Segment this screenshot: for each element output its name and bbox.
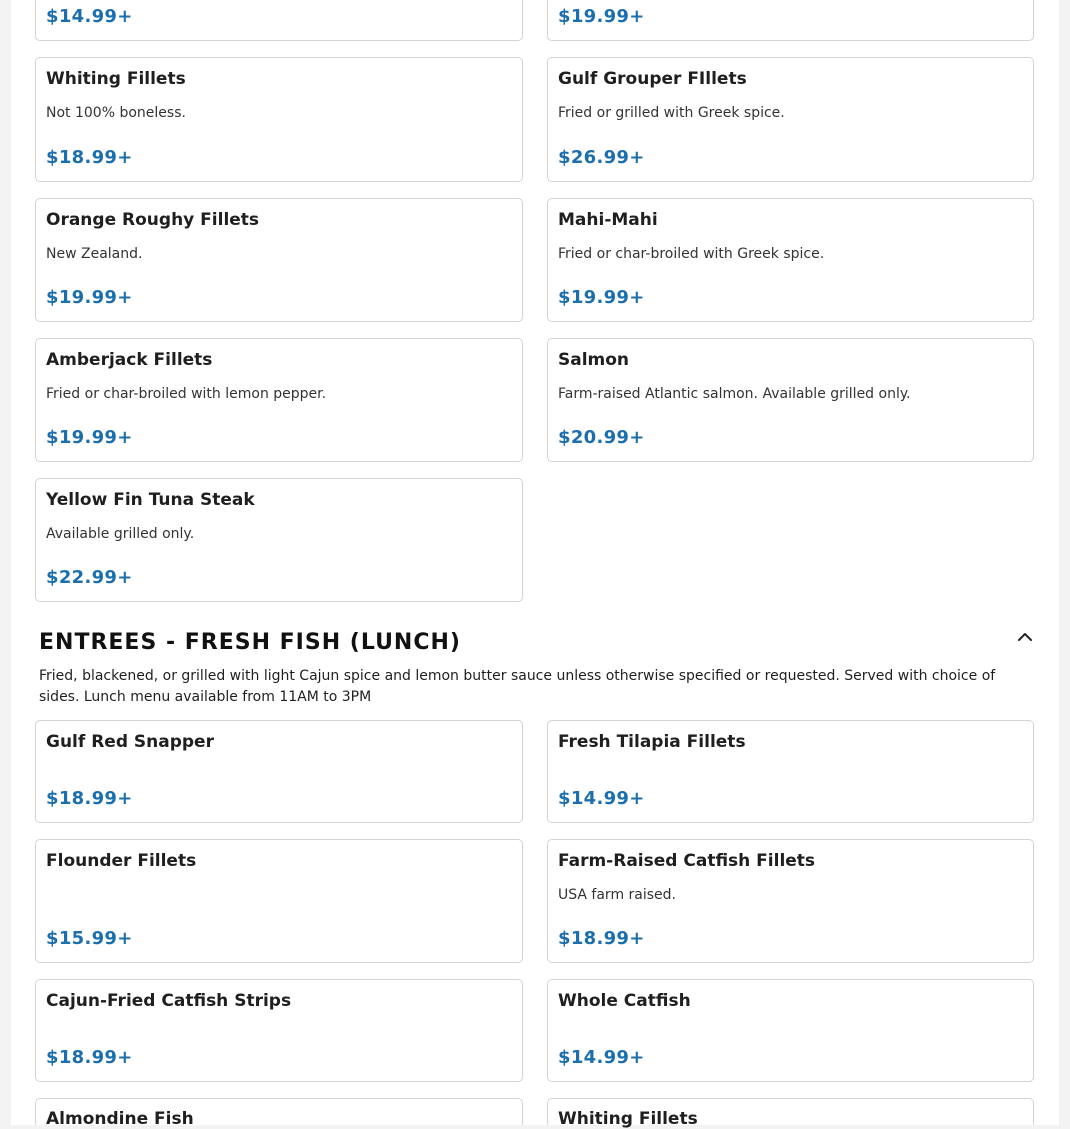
- item-price: $18.99+: [46, 788, 133, 809]
- menu-item-card[interactable]: [547, 57, 1034, 182]
- item-price: $18.99+: [46, 1047, 133, 1068]
- section-title: ENTREES - FRESH FISH (LUNCH): [39, 630, 461, 655]
- item-description: Farm-raised Atlantic salmon. Available grilled only.: [558, 386, 911, 402]
- item-name: Gulf Grouper FIllets: [558, 69, 747, 89]
- item-name: Mahi-Mahi: [558, 210, 658, 230]
- item-name: Amberjack Fillets: [46, 350, 213, 370]
- item-name: Flounder Fillets: [46, 851, 197, 871]
- item-price: $19.99+: [558, 287, 645, 308]
- menu-item-card[interactable]: [547, 720, 1034, 823]
- menu-item-card[interactable]: [547, 1098, 1034, 1129]
- item-description: Fried or char-broiled with lemon pepper.: [46, 386, 327, 402]
- item-name: Whiting Fillets: [46, 69, 186, 89]
- menu-item-card[interactable]: [35, 1098, 523, 1129]
- item-description: Available grilled only.: [46, 526, 195, 542]
- menu-item-card[interactable]: [547, 198, 1034, 322]
- collapse-section-button[interactable]: [1015, 627, 1035, 647]
- item-name: Farm-Raised Catfish Fillets: [558, 851, 816, 871]
- item-price: $26.99+: [558, 147, 645, 168]
- item-price: $22.99+: [46, 567, 133, 588]
- menu-item-card[interactable]: [35, 0, 523, 41]
- menu-item-card[interactable]: [547, 0, 1034, 41]
- item-name: Salmon: [558, 350, 630, 370]
- menu-item-card[interactable]: [35, 979, 523, 1082]
- item-price: $18.99+: [558, 928, 645, 949]
- section-description: Fried, blackened, or grilled with light Cajun spice and lemon butter sauce unless otherwise specified or requested. Served with choice of sides. Lunch menu available from 11AM to 3PM: [39, 668, 996, 705]
- item-price: $14.99+: [46, 6, 133, 27]
- menu-item-card[interactable]: [547, 839, 1034, 963]
- item-price: $14.99+: [558, 788, 645, 809]
- chevron-up-icon: [1015, 627, 1035, 647]
- menu-item-card[interactable]: [35, 839, 523, 963]
- item-price: $14.99+: [558, 1047, 645, 1068]
- menu-item-card[interactable]: [35, 57, 523, 182]
- item-name: Cajun-Fried Catfish Strips: [46, 991, 292, 1011]
- menu-item-card[interactable]: [547, 979, 1034, 1082]
- item-name: Whole Catfish: [558, 991, 691, 1011]
- item-description: Not 100% boneless.: [46, 105, 186, 121]
- item-name: Orange Roughy Fillets: [46, 210, 260, 230]
- menu-item-card[interactable]: [35, 198, 523, 322]
- item-price: $19.99+: [46, 427, 133, 448]
- item-name: Gulf Red Snapper: [46, 732, 214, 752]
- item-name: Whiting Fillets: [558, 1109, 698, 1129]
- item-price: $20.99+: [558, 427, 645, 448]
- item-name: Fresh Tilapia Fillets: [558, 732, 746, 752]
- item-price: $18.99+: [46, 147, 133, 168]
- item-price: $19.99+: [558, 6, 645, 27]
- item-description: New Zealand.: [46, 246, 143, 262]
- item-name: Yellow Fin Tuna Steak: [46, 490, 255, 510]
- item-description: Fried or grilled with Greek spice.: [558, 105, 785, 121]
- menu-item-card[interactable]: [35, 338, 523, 462]
- item-price: $19.99+: [46, 287, 133, 308]
- menu-item-card[interactable]: [35, 720, 523, 823]
- item-price: $15.99+: [46, 928, 133, 949]
- menu-item-card[interactable]: [547, 338, 1034, 462]
- item-description: Fried or char-broiled with Greek spice.: [558, 246, 825, 262]
- item-description: USA farm raised.: [558, 887, 676, 903]
- menu-item-card[interactable]: [35, 478, 523, 602]
- item-name: Almondine Fish: [46, 1109, 194, 1129]
